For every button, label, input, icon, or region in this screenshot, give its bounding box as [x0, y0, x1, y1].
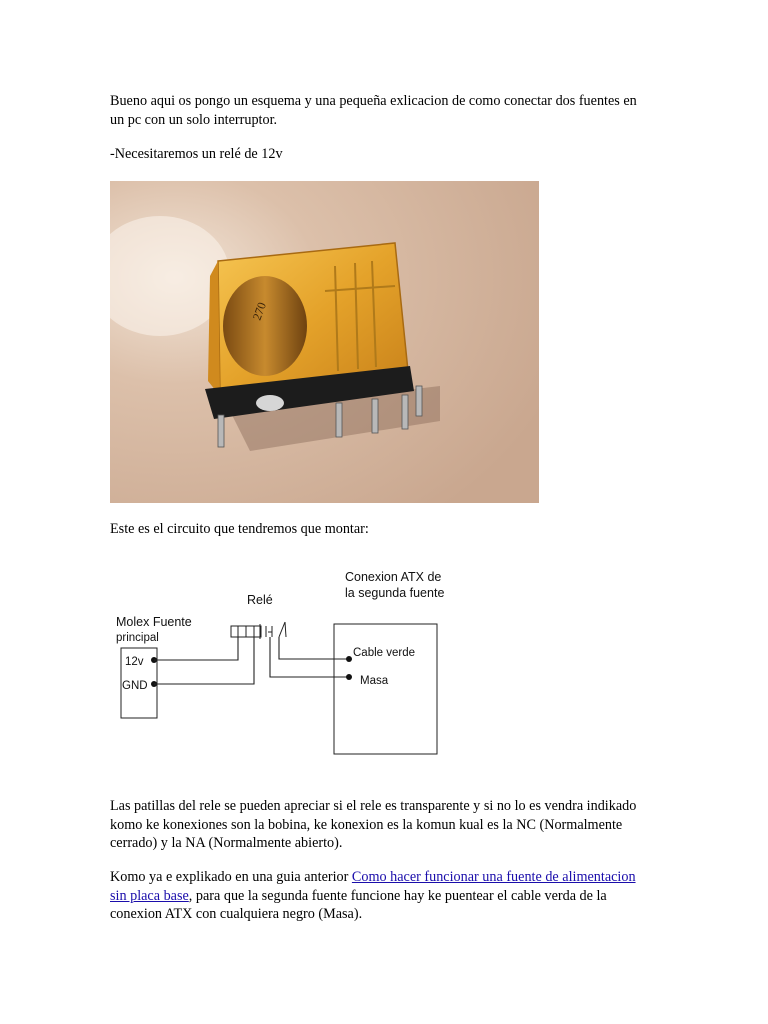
- circuit-intro: Este es el circuito que tendremos que montar:: [110, 521, 369, 537]
- final-paragraph: [110, 868, 650, 924]
- final-text-end: , para que la segunda fuente funcione hay ke puentear el cable verda de la conexion ATX con cualquiera negro (Masa).: [110, 887, 607, 922]
- molex-title-line2: principal: [116, 632, 159, 644]
- pins-paragraph: Las patillas del rele se pueden apreciar si el rele es transparente y si no lo es vendra indikado komo ke konexiones son la bobina, ke konexion es la komun kual es la NC (Normalmente cerrado) y la NA (Normalmente abierto).: [110, 798, 637, 851]
- previous-guide-link[interactable]: Como hacer funcionar una fuente de alimentacion sin placa base: [110, 869, 636, 904]
- pin-gnd-label: GND: [122, 680, 148, 692]
- relay-marking: 270: [249, 300, 269, 323]
- final-text-start: Komo ya e explikado en una guia anterior: [110, 869, 352, 885]
- atx-green-dot: [346, 656, 352, 662]
- relay-label: Relé: [247, 593, 273, 607]
- atx-title-line1: Conexion ATX de: [345, 570, 442, 584]
- pin-12v-label: 12v: [125, 656, 144, 668]
- atx-title-line2: la segunda fuente: [345, 586, 445, 600]
- relay-photo: [110, 181, 539, 503]
- atx-connector: [334, 624, 437, 754]
- atx-masa-label: Masa: [360, 675, 389, 687]
- relay-symbol: [231, 622, 286, 639]
- molex-title-line1: Molex Fuente: [116, 615, 192, 629]
- requirement-line: -Necesitaremos un relé de 12v: [110, 146, 283, 162]
- relay-coil: [223, 276, 307, 376]
- atx-masa-dot: [346, 674, 352, 680]
- wires: [154, 637, 349, 684]
- intro-paragraph: Bueno aqui os pongo un esquema y una pequeña exlicacion de como conectar dos fuentes en un pc con un solo interruptor.: [110, 93, 637, 128]
- atx-green-label: Cable verde: [353, 647, 416, 659]
- circuit-diagram: [110, 562, 450, 758]
